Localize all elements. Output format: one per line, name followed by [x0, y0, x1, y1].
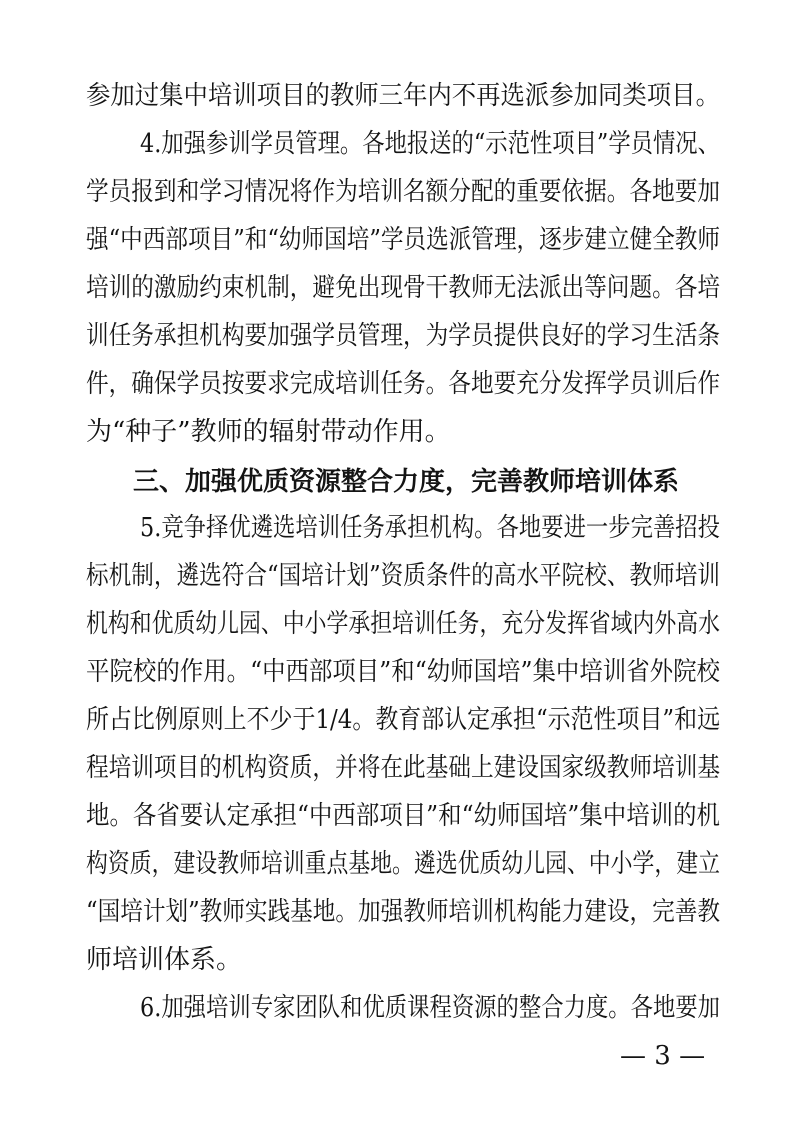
text-line-content: 5.竞争择优遴选培训任务承担机构。各地要进一步完善招投: [140, 513, 721, 543]
text-line-content: 学员报到和学习情况将作为培训名额分配的重要依据。各地要加: [86, 177, 721, 207]
text-line-content: 为“种子”教师的辐射带动作用。: [86, 417, 451, 447]
section-heading: [0, 458, 800, 506]
text-line: [0, 408, 800, 456]
text-line-content: 参加过集中培训项目的教师三年内不再选派参加同类项目。: [86, 81, 720, 111]
text-line: [0, 312, 800, 360]
text-line-content: 地。各省要认定承担“中西部项目”和“幼师国培”集中培训的机: [86, 801, 720, 831]
text-line: [0, 360, 800, 408]
page-number: — 3 —: [620, 1041, 706, 1071]
text-line-content: 构资质，建设教师培训重点基地。遴选优质幼儿园、中小学，建立: [86, 849, 720, 879]
text-line: [0, 696, 800, 744]
text-line-content: 4.加强参训学员管理。各地报送的“示范性项目”学员情况、: [140, 129, 720, 159]
text-line-content: 6.加强培训专家团队和优质课程资源的整合力度。各地要加: [140, 993, 721, 1023]
text-line: [0, 840, 800, 888]
text-line-content: 训任务承担机构要加强学员管理，为学员提供良好的学习生活条: [86, 321, 721, 351]
text-line: [0, 168, 800, 216]
text-line: [0, 600, 800, 648]
text-line: [0, 792, 800, 840]
text-line-content: 机构和优质幼儿园、中小学承担培训任务，充分发挥省域内外高水: [86, 609, 720, 639]
section-heading-text: 三、加强优质资源整合力度，完善教师培训体系: [133, 467, 680, 497]
text-line-content: 标机制，遴选符合“国培计划”资质条件的高水平院校、教师培训: [86, 561, 721, 591]
text-line: [0, 120, 800, 168]
text-line: [0, 216, 800, 264]
text-line-content: 平院校的作用。“中西部项目”和“幼师国培”集中培训省外院校: [86, 657, 720, 687]
text-line-content: 师培训体系。: [86, 945, 243, 975]
text-line-content: 强“中西部项目”和“幼师国培”学员选派管理，逐步建立健全教师: [86, 225, 721, 255]
text-line-content: 所占比例原则上不少于1/4。教育部认定承担“示范性项目”和远: [86, 705, 721, 735]
text-line: [0, 72, 800, 120]
text-line-content: 培训的激励约束机制，避免出现骨干教师无法派出等问题。各培: [86, 273, 721, 303]
text-line: [0, 552, 800, 600]
text-line: [0, 504, 800, 552]
text-line-content: “国培计划”教师实践基地。加强教师培训机构能力建设，完善教: [86, 897, 721, 927]
text-line: [0, 936, 800, 984]
text-line: [0, 264, 800, 312]
text-line: [0, 888, 800, 936]
text-line-content: 件，确保学员按要求完成培训任务。各地要充分发挥学员训后作: [86, 369, 721, 399]
text-line: [0, 984, 800, 1032]
text-line: [0, 744, 800, 792]
text-line: [0, 648, 800, 696]
text-line-content: 程培训项目的机构资质，并将在此基础上建设国家级教师培训基: [86, 753, 721, 783]
